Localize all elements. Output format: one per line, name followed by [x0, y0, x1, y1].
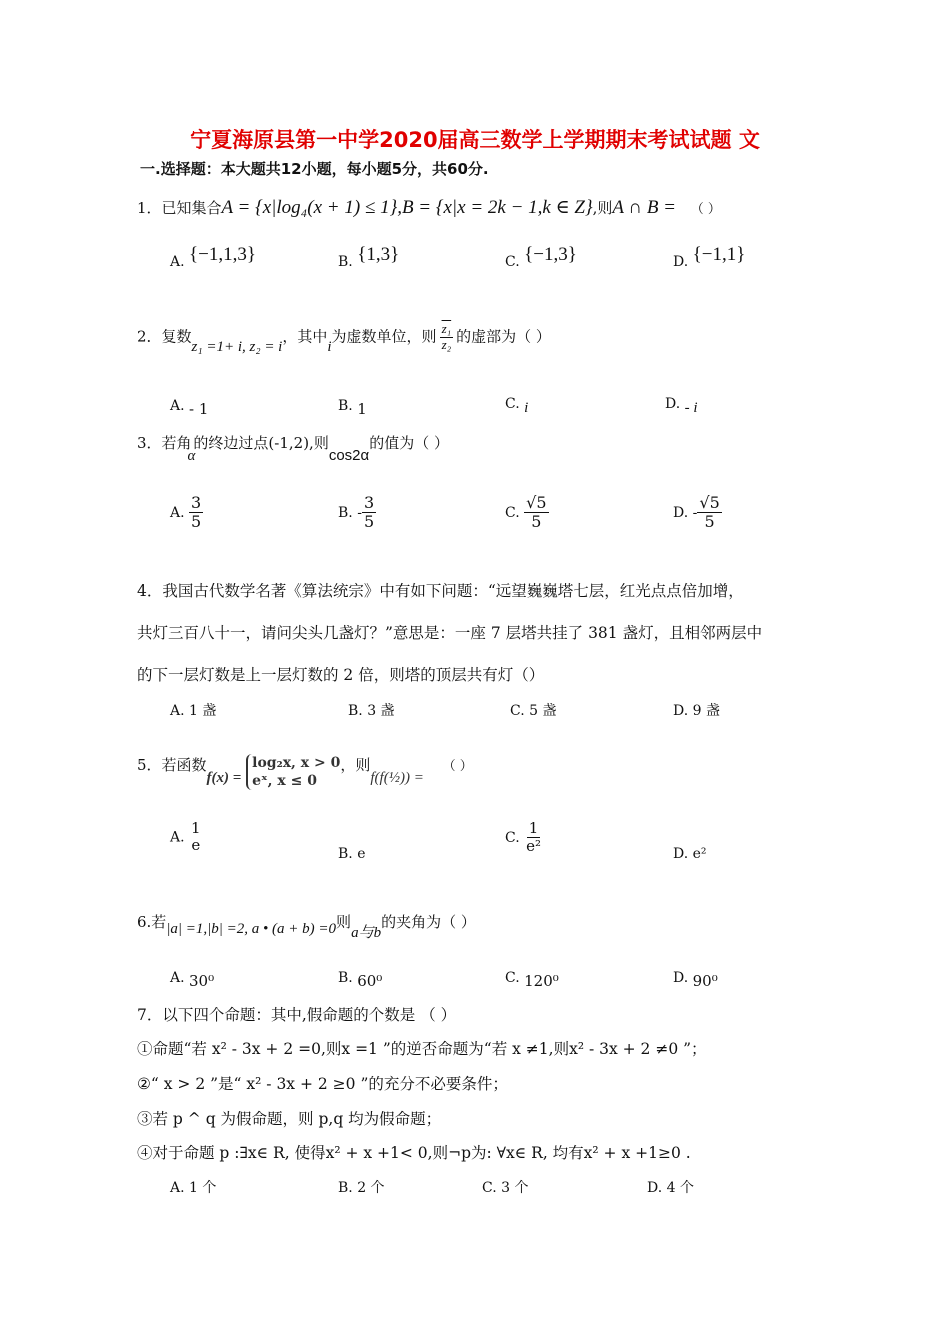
q2-mid2: 为虚数单位，则: [331, 327, 437, 346]
q1-option-b[interactable]: B. {1,3}: [338, 244, 400, 270]
q4-option-b[interactable]: B. 3 盏: [348, 703, 395, 719]
q1-option-d[interactable]: D. {−1,1}: [673, 244, 746, 270]
q4-option-d[interactable]: D. 9 盏: [673, 703, 720, 719]
q5-option-b[interactable]: B. e: [338, 846, 366, 862]
q6-option-c[interactable]: C. 120⁰: [505, 970, 559, 990]
q3-alpha: α: [187, 448, 196, 464]
q3-option-b[interactable]: B. - $\frac{3}{5}$: [338, 493, 375, 532]
q7-proposition-2: ②“ x > 2 ”是“ x² - 3x + 2 ≥0 ”的充分不必要条件；: [137, 1075, 508, 1093]
question-1: [137, 196, 721, 219]
q3-option-c[interactable]: C. $\frac{√5}{5}$: [505, 493, 547, 532]
q7-option-a[interactable]: A. 1 个: [170, 1180, 217, 1196]
q7-option-c[interactable]: C. 3 个: [482, 1180, 529, 1196]
q3-option-d[interactable]: D. - $\frac{√5}{5}$: [673, 493, 720, 532]
section-heading: 一.选择题：本大题共12小题，每小题5分，共60分.: [140, 160, 489, 178]
q4-option-a[interactable]: A. 1 盏: [170, 703, 217, 719]
q4-line-2: 共灯三百八十一，请问尖头几盏灯？”意思是：一座 7 层塔共挂了 381 盏灯，且相邻两层中: [137, 624, 763, 642]
q1-mid: ,则: [592, 199, 613, 217]
q2-option-b[interactable]: B. 1: [338, 398, 367, 418]
q2-i: i: [327, 339, 332, 356]
q3-option-a[interactable]: A. $\frac{3}{5}$: [170, 493, 202, 532]
q2-mid: ，其中: [282, 327, 328, 346]
q5-option-c[interactable]: C. $\frac{1}{\text{e²}}$: [505, 819, 542, 856]
q6-option-a[interactable]: A. 30⁰: [170, 970, 215, 990]
q5-piecewise: log₂x, x > 0 eˣ, x ≤ 0: [246, 754, 340, 790]
q5-option-d[interactable]: D. e²: [673, 846, 707, 862]
q5-option-a[interactable]: A. 1 e: [170, 819, 201, 855]
q7-proposition-3: ③若 p ^ q 为假命题，则 p,q 均为假命题；: [137, 1110, 442, 1128]
q1-option-a[interactable]: A. {−1,1,3}: [170, 244, 256, 270]
q5-fx: f(x) =: [206, 770, 242, 787]
q2-option-c[interactable]: C. i: [505, 396, 529, 416]
q7-proposition-1: ①命题“若 x² - 3x + 2 =0,则x =1 ”的逆否命题为“若 x ≠1,则x² - 3x + 2 ≠0 ”；: [137, 1040, 707, 1058]
q7-lead: 7．以下四个命题：其中,假命题的个数是 （ ）: [137, 1006, 457, 1024]
question-5: 5．若函数f(x) = log₂x, x > 0 eˣ, x ≤ 0 ，则f(f(½)) = （ ）: [137, 755, 473, 790]
q1-paren: （ ）: [690, 202, 721, 217]
q2-fraction: $\frac{\text{z₁}}{\text{z₂}}$: [441, 321, 452, 352]
q7-option-b[interactable]: B. 2 个: [338, 1180, 385, 1196]
q4-line-3: 的下一层灯数是上一层灯数的 2 倍，则塔的顶层共有灯（）: [137, 666, 545, 684]
q2-expr: z₁ =1+ i, z₂ = i: [191, 339, 283, 356]
q1-option-c[interactable]: C. {−1,3}: [505, 244, 577, 270]
question-2: [137, 321, 551, 356]
page-title: 宁夏海原县第一中学2020届高三数学上学期期末考试试题 文: [190, 128, 760, 152]
q3-cos: cos2α: [328, 447, 370, 464]
q7-proposition-4: ④对于命题 p :∃x∈ R, 使得x² + x +1< 0,则¬p为: ∀x∈ R, 均有x² + x +1≥0 .: [137, 1144, 691, 1162]
q1-expr: A = {x|log₄(x + 1) ≤ 1},B = {x|x = 2k − 1,k ∈ Z}: [221, 197, 593, 218]
q2-option-d[interactable]: D. - i: [665, 396, 698, 416]
q2-tail: 的虚部为（ ）: [456, 327, 551, 346]
q4-option-c[interactable]: C. 5 盏: [510, 703, 557, 719]
q2-lead: 2．复数: [137, 327, 192, 346]
q1-expr2: A ∩ B =: [612, 197, 677, 218]
q6-option-b[interactable]: B. 60⁰: [338, 970, 383, 990]
q1-lead: 1．已知集合: [137, 199, 222, 217]
question-6: 6.若|a| =1,|b| =2, a • (a + b) =0则a与b的夹角为（ ）: [137, 913, 476, 941]
q6-expr2: a与b: [351, 925, 382, 941]
q5-expr: f(f(½)) =: [370, 770, 424, 787]
q2-option-a[interactable]: A. - 1: [170, 398, 209, 418]
question-3: 3．若角α的终边过点(-1,2),则cos2α的值为（ ）: [137, 434, 449, 464]
q7-option-d[interactable]: D. 4 个: [647, 1180, 694, 1196]
q6-option-d[interactable]: D. 90⁰: [673, 970, 718, 990]
q6-expr: |a| =1,|b| =2, a • (a + b) =0: [166, 921, 337, 937]
q4-line-1: 4．我国古代数学名著《算法统宗》中有如下问题：“远望巍巍塔七层，红光点点倍加增，: [137, 582, 744, 600]
